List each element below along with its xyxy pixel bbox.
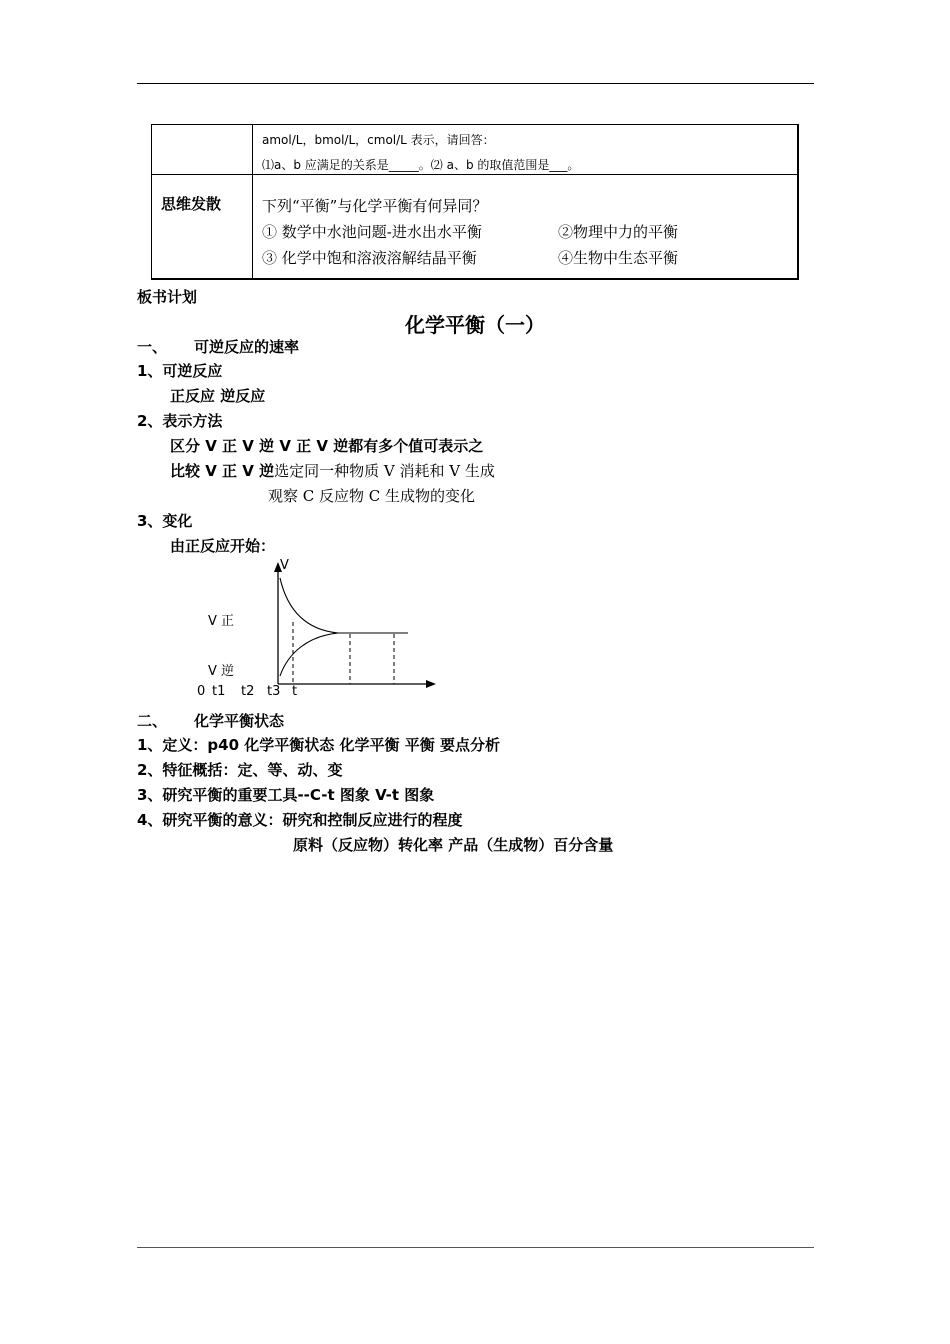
section2-number: 二、: [137, 712, 168, 730]
table-header-cell: [152, 175, 253, 279]
item3-detail: 由正反应开始：: [170, 537, 276, 555]
table-content-cell: [253, 175, 799, 279]
option-4: ④生物中生态平衡: [558, 249, 679, 267]
item1-detail: 正反应 逆反应: [170, 387, 266, 405]
graph-v-reverse-label: V 逆: [208, 664, 235, 679]
option-row: [262, 247, 797, 268]
question-text-line2: ⑴a、b 应满足的关系是_____。⑵ a、b 的取值范围是___。: [262, 158, 580, 172]
graph-tick-t3: t3: [267, 684, 281, 699]
significance-line: 4、研究平衡的意义：研究和控制反应进行的程度: [137, 811, 463, 829]
board-plan-label: 板书计划: [137, 288, 198, 306]
item2-observe: 观察 C 反应物 C 生成物的变化: [268, 487, 476, 505]
vt-graph: [258, 558, 443, 698]
option-2: ②物理中力的平衡: [558, 223, 679, 241]
question-text-line1: amol/L，bmol/L，cmol/L 表示，请回答：: [262, 133, 495, 147]
table-content-cell: [253, 125, 799, 175]
table-row: [152, 125, 799, 175]
significance-detail: 原料（反应物）转化率 产品（生成物）百分含量: [293, 836, 614, 854]
graph-tick-0: 0: [197, 684, 206, 699]
graph-y-label: V: [280, 558, 289, 573]
header-rule: [137, 83, 814, 84]
divergent-question: 下列“平衡”与化学平衡有何异同？: [262, 197, 488, 215]
graph-v-forward-label: V 正: [208, 614, 235, 629]
option-3: ③ 化学中饱和溶液溶解结晶平衡: [262, 249, 477, 267]
item2-heading: 2、表示方法: [137, 412, 223, 430]
item2-compare: [170, 460, 495, 481]
item3-heading: 3、变化: [137, 512, 193, 530]
table-header-cell-empty: [152, 125, 253, 175]
footer-rule: [137, 1247, 814, 1248]
divergent-thinking-header: 思维发散: [161, 195, 222, 213]
option-1: ① 数学中水池问题-进水出水平衡: [262, 223, 482, 241]
graph-tick-t1: t1: [212, 684, 226, 699]
section1-number: 一、: [137, 338, 168, 356]
section2-heading: 化学平衡状态: [194, 712, 285, 730]
page-title: 化学平衡（一）: [405, 313, 545, 337]
v-forward-curve: [280, 578, 408, 633]
v-reverse-curve: [280, 633, 338, 676]
x-axis-arrow: [426, 680, 436, 688]
graph-tick-t: t: [292, 684, 298, 699]
compare-rest: 选定同一种物质 V 消耗和 V 生成: [274, 462, 495, 480]
graph-tick-t2: t2: [241, 684, 255, 699]
tools-line: 3、研究平衡的重要工具--C-t 图象 V-t 图象: [137, 786, 435, 804]
table-row: [152, 175, 799, 279]
definition-line: 1、定义：p40 化学平衡状态 化学平衡 平衡 要点分析: [137, 736, 500, 754]
option-row: [262, 221, 797, 242]
features-line: 2、特征概括：定、等、动、变: [137, 761, 343, 779]
lesson-table: [151, 124, 799, 280]
item2-distinguish: 区分 V 正 V 逆 V 正 V 逆都有多个值可表示之: [170, 437, 484, 455]
compare-bold: 比较 V 正 V 逆: [170, 462, 275, 480]
item1-heading: 1、可逆反应: [137, 362, 223, 380]
section1-heading: 可逆反应的速率: [194, 338, 300, 356]
